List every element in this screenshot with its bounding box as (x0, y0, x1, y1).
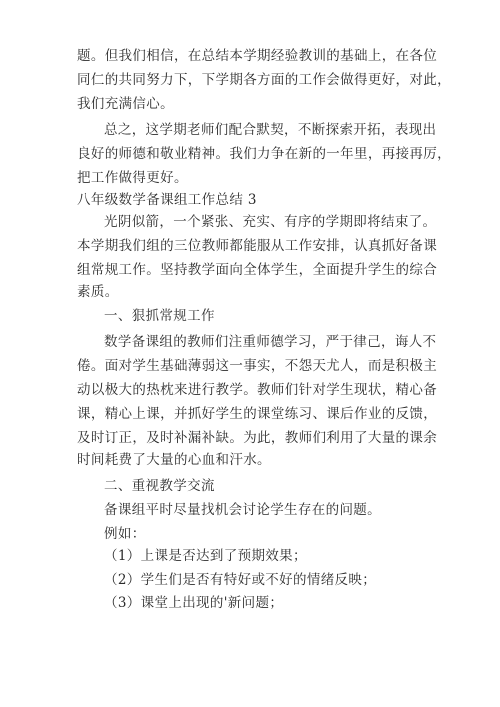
section-heading: 八年级数学备课组工作总结 3 (77, 192, 257, 208)
paragraph-line: 光阴似箭，一个紧张、充实、有序的学期即将结束了。 (104, 214, 437, 230)
list-item: （1）上课是否达到了预期效果； (104, 548, 307, 564)
subsection-heading: 二、重视教学交流 (104, 478, 215, 494)
paragraph-line: 课，精心上课，并抓好学生的课堂练习、课后作业的反馈， (77, 406, 438, 422)
paragraph-line: 及时订正，及时补漏补缺。为此，教师们利用了大量的课余 (77, 430, 438, 446)
paragraph-line: 时间耗费了大量的心血和汗水。 (77, 452, 271, 468)
paragraph-line: 数学备课组的教师们注重师德学习，严于律己，诲人不 (104, 334, 437, 350)
paragraph-line: 我们充满信心。 (77, 96, 174, 112)
paragraph-line: 总之，这学期老师们配合默契，不断探索开拓，表现出 (104, 122, 437, 138)
paragraph-line: 良好的师德和敬业精神。我们力争在新的一年里，再接再厉， (77, 146, 451, 162)
paragraph-line: 本学期我们组的三位教师都能服从工作安排，认真抓好备课 (77, 238, 438, 254)
paragraph-line: 备课组平时尽量找机会讨论学生存在的问题。 (104, 502, 381, 518)
paragraph-line: 把工作做得更好。 (77, 170, 188, 186)
list-item: （3）课堂上出现的'新问题； (104, 595, 284, 611)
paragraph-line: 倦。面对学生基础薄弱这一事实，不怨天尤人，而是积极主 (77, 358, 438, 374)
paragraph-line: 素质。 (77, 284, 119, 300)
paragraph-line: 例如： (104, 526, 146, 542)
paragraph-line: 组常规工作。坚持教学面向全体学生，全面提升学生的综合 (77, 262, 438, 278)
paragraph-line: 动以极大的热枕来进行教学。教师们针对学生现状，精心备 (77, 382, 438, 398)
list-item: （2）学生们是否有特好或不好的情绪反映； (104, 572, 377, 588)
paragraph-line: 题。但我们相信，在总结本学期经验教训的基础上，在各位 (77, 48, 438, 64)
paragraph-line: 同仁的共同努力下，下学期各方面的工作会做得更好，对此， (77, 72, 451, 88)
subsection-heading: 一、狠抓常规工作 (104, 308, 215, 324)
